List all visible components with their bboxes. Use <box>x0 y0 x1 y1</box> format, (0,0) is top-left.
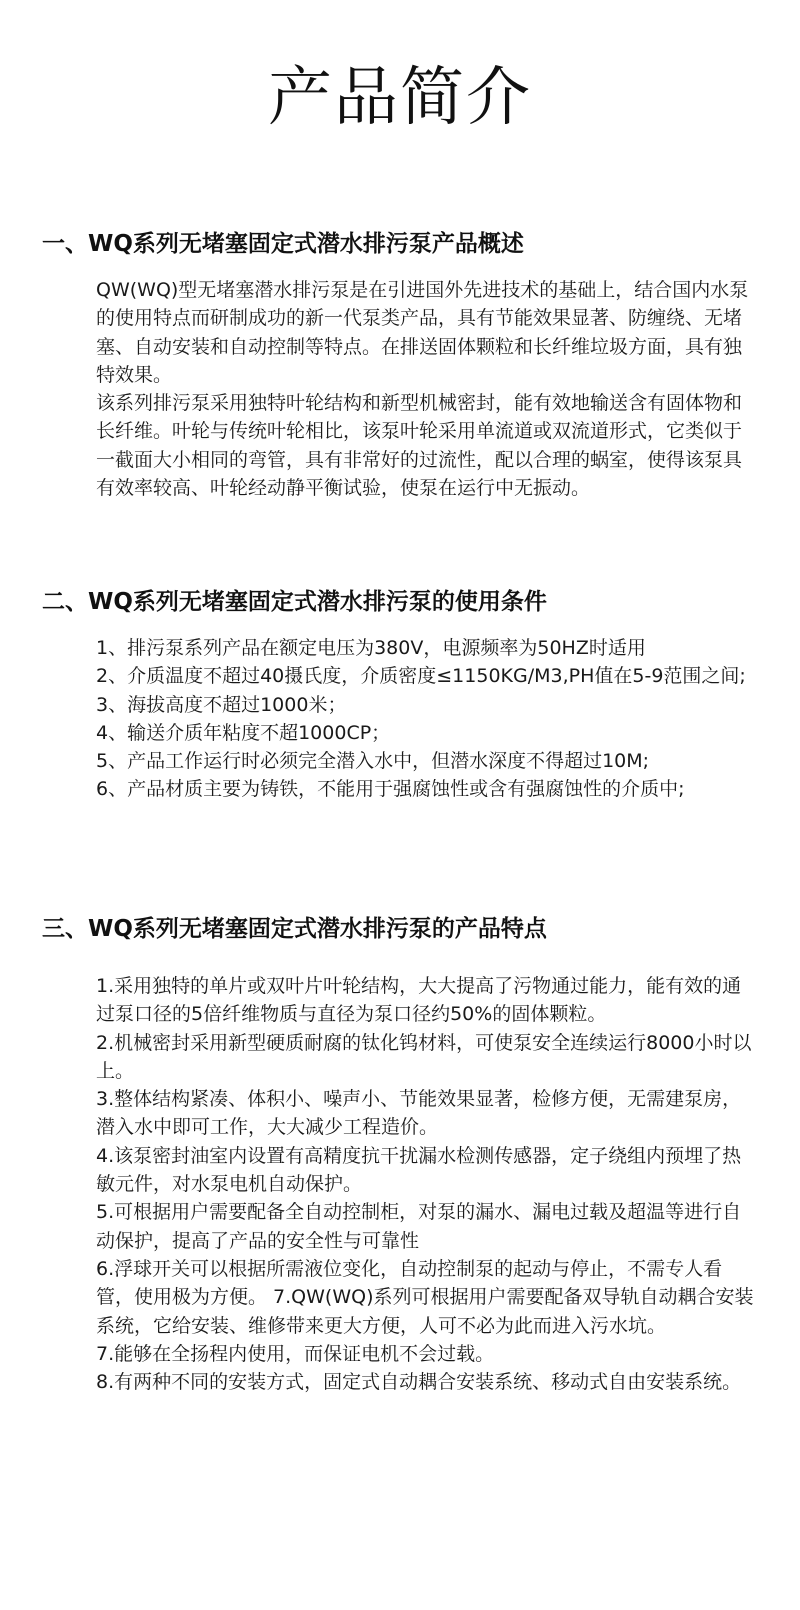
list-item: 5、产品工作运行时必须完全潜入水中，但潜水深度不得超过10M; <box>96 750 650 773</box>
list-item: 2、介质温度不超过40摄氏度，介质密度≤1150KG/M3,PH值在5-9范围之间; <box>96 665 746 688</box>
list-item: 4、输送介质年粘度不超1000CP； <box>96 721 391 744</box>
section-heading-features: 三、WQ系列无堵塞固定式潜水排污泵的产品特点 <box>42 916 547 942</box>
list-item: 3.整体结构紧凑、体积小、噪声小、节能效果显著，检修方便，无需建泵房，潜入水中即可工作，大大减少工程造价。 <box>96 1088 742 1139</box>
section-heading-overview: 一、WQ系列无堵塞固定式潜水排污泵产品概述 <box>42 231 524 257</box>
list-item: 6、产品材质主要为铸铁，不能用于强腐蚀性或含有强腐蚀性的介质中; <box>96 778 685 801</box>
list-item: 3、海拔高度不超过1000米； <box>96 693 347 716</box>
list-item: 4.该泵密封油室内设置有高精度抗干扰漏水检测传感器，定子绕组内预埋了热敏元件，对水泵电机自动保护。 <box>96 1144 742 1196</box>
page-title: 产品简介 <box>268 61 532 135</box>
list-item: 7.能够在全扬程内使用，而保证电机不会过载。 <box>96 1342 495 1365</box>
paragraph: QW(WQ)型无堵塞潜水排污泵是在引进国外先进技术的基础上，结合国内水泵的使用特点而研制成功的新一代泵类产品，具有节能效果显著、防缠绕、无堵塞、自动安装和自动控制等特点。在排送固体颗粒和长纤维垃圾方面，具有独特效果。 <box>96 279 749 386</box>
section-body-features <box>96 972 756 1396</box>
list-item: 6.浮球开关可以根据所需液位变化，自动控制泵的起动与停止，不需专人看管，使用极为方便。 7.QW(WQ)系列可根据用户需要配备双导轨自动耦合安装系统，它给安装、维修带来更大方便，人可不必为此而进入污水坑。 <box>96 1257 754 1337</box>
section-heading-conditions: 二、WQ系列无堵塞固定式潜水排污泵的使用条件 <box>42 589 547 615</box>
list-item: 1.采用独特的单片或双叶片叶轮结构，大大提高了污物通过能力，能有效的通过泵口径的5倍纤维物质与直径为泵口径约50%的固体颗粒。 <box>96 975 742 1026</box>
paragraph: 该系列排污泵采用独特叶轮结构和新型机械密封，能有效地输送含有固体物和长纤维。叶轮与传统叶轮相比，该泵叶轮采用单流道或双流道形式，它类似于一截面大小相同的弯管，具有非常好的过流性，配以合理的蜗室，使得该泵具有效率较高、叶轮经动静平衡试验，使泵在运行中无振动。 <box>96 392 743 500</box>
list-item: 5.可根据用户需要配备全自动控制柜，对泵的漏水、漏电过载及超温等进行自动保护，提高了产品的安全性与可靠性 <box>96 1201 742 1252</box>
list-item: 8.有两种不同的安装方式，固定式自动耦合安装系统、移动式自由安装系统。 <box>96 1371 742 1394</box>
list-item: 2.机械密封采用新型硬质耐腐的钛化钨材料，可使泵安全连续运行8000小时以上。 <box>96 1031 752 1082</box>
section-body-overview <box>96 276 756 502</box>
list-item: 1、排污泵系列产品在额定电压为380V，电源频率为50HZ时适用 <box>96 637 646 659</box>
section-body-conditions <box>96 634 756 804</box>
